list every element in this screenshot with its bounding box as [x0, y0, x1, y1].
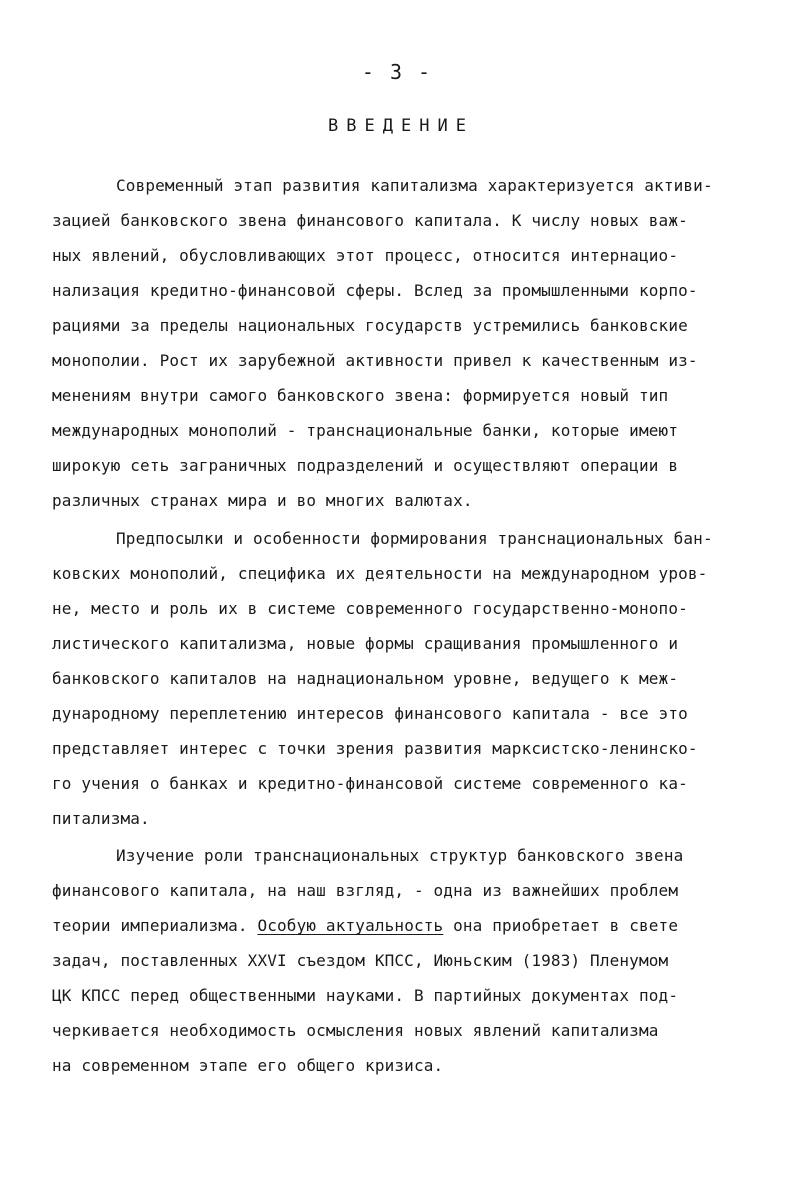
- paragraph-3-line-1: Изучение роли транснациональных структур банковского звена: [116, 846, 684, 865]
- paragraph-1-line-4: нализация кредитно-финансовой сферы. Вслед за промышленными корпо-: [52, 281, 698, 300]
- paragraph-3-line-3-end: она приобретает в свете: [443, 916, 679, 935]
- paragraph-1-line-1: Современный этап развития капитализма характеризуется активи-: [116, 176, 713, 195]
- section-heading: ВВЕДЕНИЕ: [328, 116, 474, 136]
- paragraph-2-line-3: не, место и роль их в системе современного государственно-монопо-: [52, 599, 688, 618]
- paragraph-2-line-8: го учения о банках и кредитно-финансовой системе современного ка-: [52, 774, 688, 793]
- paragraph-3-line-7: на современном этапе его общего кризиса.: [52, 1056, 444, 1075]
- paragraph-2-line-1: Предпосылки и особенности формирования транснациональных бан-: [116, 529, 713, 548]
- paragraph-1-line-9: широкую сеть заграничных подразделений и осуществляют операции в: [52, 456, 679, 475]
- underlined-phrase: Особую актуальность: [257, 916, 444, 935]
- paragraph-3-line-4: задач, поставленных XXVI съездом КПСС, Июньским (1983) Пленумом: [52, 951, 669, 970]
- paragraph-1-line-3: ных явлений, обусловливающих этот процесс, относится интернацио-: [52, 246, 679, 265]
- paragraph-2-line-4: листического капитализма, новые формы сращивания промышленного и: [52, 634, 679, 653]
- paragraph-1-line-5: рациями за пределы национальных государств устремились банковские: [52, 316, 688, 335]
- paragraph-3-line-2: финансового капитала, на наш взгляд, - одна из важнейших проблем: [52, 881, 679, 900]
- paragraph-3-line-3: [52, 916, 678, 936]
- paragraph-2-line-6: дународному переплетению интересов финансового капитала - все это: [52, 704, 688, 723]
- paragraph-3-line-3-start: теории империализма.: [52, 916, 258, 935]
- paragraph-2-line-5: банковского капиталов на наднациональном уровне, ведущего к меж-: [52, 669, 679, 688]
- page-number: - 3 -: [361, 60, 433, 84]
- paragraph-2-line-7: представляет интерес с точки зрения развития марксистско-ленинско-: [52, 739, 698, 758]
- paragraph-1-line-7: менениям внутри самого банковского звена: формируется новый тип: [52, 386, 669, 405]
- paragraph-1-line-10: различных странах мира и во многих валютах.: [52, 491, 473, 510]
- paragraph-1-line-2: зацией банковского звена финансового капитала. К числу новых важ-: [52, 211, 688, 230]
- paragraph-2-line-9: питализма.: [52, 809, 150, 828]
- paragraph-3-line-6: черкивается необходимость осмысления новых явлений капитализма: [52, 1021, 659, 1040]
- paragraph-2-line-2: ковских монополий, специфика их деятельности на международном уров-: [52, 564, 708, 583]
- paragraph-1-line-8: международных монополий - транснациональные банки, которые имеют: [52, 421, 679, 440]
- paragraph-1-line-6: монополии. Рост их зарубежной активности привел к качественным из-: [52, 351, 698, 370]
- paragraph-3-line-5: ЦК КПСС перед общественными науками. В партийных документах под-: [52, 986, 679, 1005]
